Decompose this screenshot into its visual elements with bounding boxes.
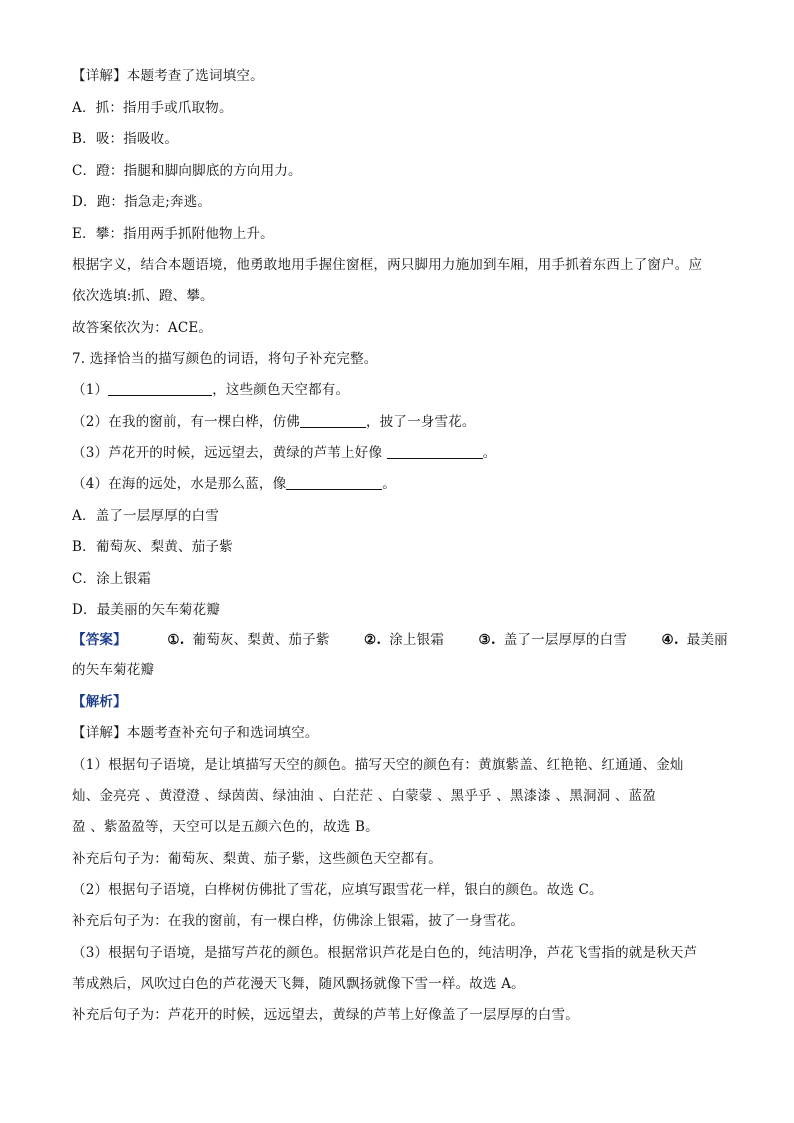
sentence-4 — [72, 474, 396, 494]
answer-number: ②. — [364, 632, 382, 648]
sentence-text: （1） — [72, 382, 109, 398]
answer-text: 最美丽 — [686, 632, 728, 648]
answer-text: 盖了一层厚厚的白雪 — [503, 632, 628, 648]
analysis-line: 依次选填:抓、蹬、攀。 — [72, 288, 214, 304]
explanation-3: （3）根据句子语境，是描写芦花的颜色。根据常识芦花是白色的，纯洁明净，芦花飞雪指的就是秋天芦 — [72, 945, 698, 961]
completed-sentence-3: 补充后句子为：芦花开的时候，远远望去，黄绿的芦苇上好像盖了一层厚厚的白雪。 — [72, 1007, 579, 1023]
analysis-line: 根据字义，结合本题语境，他勇敢地用手握住窗框，两只脚用力施加到车厢，用手抓着东西上了窗户。应 — [72, 257, 703, 273]
sentence-text: ，这些颜色天空都有。 — [212, 382, 350, 398]
option-b-explanation: B．吸：指吸收。 — [72, 131, 179, 147]
question-7-title: 7. 选择恰当的描写颜色的词语，将句子补充完整。 — [72, 351, 378, 367]
explanation-1: 盈 、紫盈盈等，天空可以是五颜六色的，故选 B。 — [72, 819, 379, 835]
answer-continuation: 的矢车菊花瓣 — [72, 662, 155, 678]
answer-number: ④. — [661, 632, 679, 648]
answer-label: 【答案】 — [72, 632, 127, 648]
choice-c: C．涂上银霜 — [72, 571, 152, 587]
analysis-label: 【解析】 — [72, 694, 127, 710]
fill-blank — [300, 413, 366, 428]
choice-d: D．最美丽的矢车菊花瓣 — [72, 602, 221, 618]
sentence-3 — [72, 443, 496, 463]
option-a-explanation: A．抓：指用手或爪取物。 — [72, 100, 233, 116]
sentence-text: 。 — [482, 445, 497, 461]
answer-number: ①. — [167, 632, 185, 648]
option-e-explanation: E．攀：指用两手抓附他物上升。 — [72, 226, 274, 242]
completed-sentence-2: 补充后句子为：在我的窗前，有一棵白桦，仿佛涂上银霜，披了一身雪花。 — [72, 913, 525, 929]
answer-text: 葡萄灰、梨黄、茄子紫 — [192, 632, 330, 648]
choice-a: A．盖了一层厚厚的白雪 — [72, 508, 219, 524]
answer-text: 涂上银霜 — [389, 632, 445, 648]
final-answer-line: 故答案依次为：ACE。 — [72, 320, 213, 336]
fill-blank — [387, 444, 483, 459]
explanation-2: （2）根据句子语境，白桦树仿佛批了雪花，应填写跟雪花一样，银白的颜色。故选 C。 — [72, 882, 603, 898]
choice-b: B．葡萄灰、梨黄、茄子紫 — [72, 539, 233, 555]
answer-number: ③. — [478, 632, 496, 648]
sentence-text: （2）在我的窗前，有一棵白桦，仿佛 — [72, 414, 300, 430]
detail-heading-1: 【详解】本题考查了选词填空。 — [72, 68, 264, 84]
explanation-3: 苇成熟后，风吹过白色的芦花漫天飞舞，随风飘扬就像下雪一样。故选 A。 — [72, 976, 525, 992]
fill-blank — [108, 381, 212, 396]
explanation-1: （1）根据句子语境，是让填描写天空的颜色。描写天空的颜色有：黄旗紫盖、红艳艳、红通通、金灿 — [72, 757, 684, 773]
sentence-2 — [72, 412, 476, 432]
explanation-1: 灿、金亮亮 、黄澄澄 、绿茵茵、绿油油 、白茫茫 、白蒙蒙 、黑乎乎 、黑漆漆 、黑洞洞 、蓝盈 — [72, 788, 656, 804]
answer-item — [479, 630, 628, 650]
sentence-1 — [72, 380, 349, 400]
fill-blank — [286, 475, 382, 490]
answer-item — [167, 630, 329, 650]
sentence-text: ，披了一身雪花。 — [366, 414, 476, 430]
answer-row — [72, 630, 728, 650]
sentence-text: 。 — [382, 476, 396, 492]
answer-item — [364, 630, 444, 650]
completed-sentence-1: 补充后句子为：葡萄灰、梨黄、茄子紫，这些颜色天空都有。 — [72, 851, 442, 867]
option-c-explanation: C．蹬：指腿和脚向脚底的方向用力。 — [72, 163, 302, 179]
detail-heading-2: 【详解】本题考查补充句子和选词填空。 — [72, 725, 319, 741]
option-d-explanation: D．跑：指急走;奔逃。 — [72, 194, 212, 210]
sentence-text: （3）芦花开的时候，远远望去，黄绿的芦苇上好像 — [72, 445, 387, 461]
answer-item — [662, 630, 728, 650]
sentence-text: （4）在海的远处，水是那么蓝，像 — [72, 476, 287, 492]
